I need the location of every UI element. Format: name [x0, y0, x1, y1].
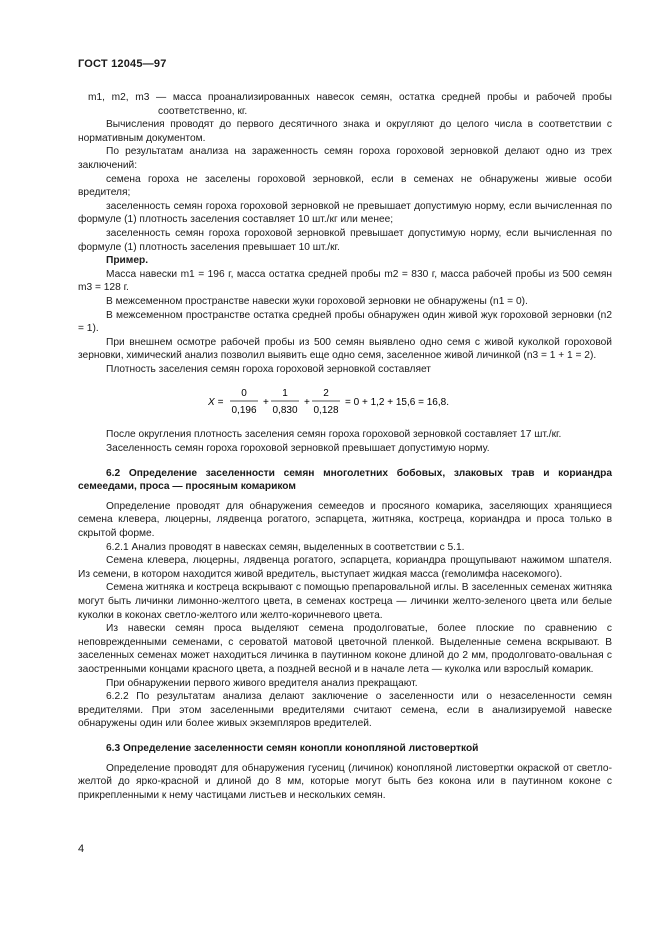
formula-den-3: 0,128	[313, 405, 339, 417]
example-paragraph: При внешнем осмотре рабочей пробы из 500 семян выявлено одно семя с живой куколкой гороховой зерновки, химический анализ позволил выявить еще одно семя, заселенное живой личинкой (n3 = 1 + 1 = 2).	[78, 336, 612, 362]
example-paragraph: В межсеменном пространстве остатка средней пробы обнаружен один живой жук гороховой зерновки (n2 = 1).	[78, 309, 612, 335]
density-formula	[208, 384, 612, 418]
document-body	[78, 91, 612, 802]
example-paragraph: После округления плотность заселения семян гороха гороховой зерновкой составляет 17 шт./кг.	[106, 429, 562, 441]
legend-line	[78, 91, 612, 118]
paragraph: заселенность семян гороха гороховой зерновкой превышает допустимую норму, если вычисленная по формуле (1) плотность заселения превышает 10 шт./кг.	[78, 227, 612, 253]
formula-num-3: 2	[323, 388, 329, 400]
plus-sign: +	[263, 397, 269, 409]
example-paragraph: Плотность заселения семян гороха гороховой зерновкой составляет	[106, 363, 431, 375]
section-heading-6-3: 6.3 Определение заселенности семян конопли конопляной листоверткой	[106, 742, 479, 754]
plus-sign: +	[304, 397, 310, 409]
paragraph: семена гороха не заселены гороховой зерновкой, если в семенах не обнаружены живые особи вредителя;	[78, 173, 612, 199]
doc-header: ГОСТ 12045—97	[78, 58, 167, 70]
page-number: 4	[78, 843, 85, 855]
paragraph: По результатам анализа на зараженность семян гороха гороховой зерновкой делают одно из трех заключений:	[78, 146, 612, 171]
paragraph: 6.2.2 По результатам анализа делают заключение о заселенности или о незаселенности семян вредителями. При этом заселенными вредителями считают семена, если в анализируемой навеске обнаружены один или более живых экземпляров вредителей.	[78, 691, 612, 730]
paragraph: Вычисления проводят до первого десятичного знака и округляют до целого числа в соответствии с нормативным документом.	[78, 119, 612, 144]
legend-symbols: m1, m2, m3 —	[88, 92, 167, 103]
paragraph: 6.2.1 Анализ проводят в навесках семян, выделенных в соответствии с 5.1.	[106, 541, 465, 553]
formula-num-2: 1	[282, 388, 288, 400]
formula-svg	[208, 384, 468, 418]
formula-den-2: 0,830	[272, 405, 298, 417]
paragraph: заселенность семян гороха гороховой зерновкой не превышает допустимую норму, если вычисленная по формуле (1) плотность заселения составляет 10 шт./кг или менее;	[78, 200, 612, 226]
legend-text: масса проанализированных навесок семян, остатка средней пробы и рабочей пробы соответственно, кг.	[158, 92, 613, 117]
paragraph: Из навески семян проса выделяют семена продолговатые, более плоские по сравнению с неповрежденными семенами, с сероватой матовой цветочной пленкой. Выделенные семена вскрывают. В заселенных семенах может находиться личинка в паутинном коконе длиной до 2 мм, продолговато-овальная с заостренными концами красного цвета, а поздней весной и в начале лета — куколка или взрослый комарик.	[78, 623, 612, 675]
section-heading-6-2: 6.2 Определение заселенности семян многолетних бобовых, злаковых трав и кориандра семеедами, проса — просяным комариком	[78, 467, 612, 493]
formula-lhs: X =	[208, 397, 224, 409]
paragraph: Семена житняка и кострeца вскрывают с помощью препаровальной иглы. В заселенных семенах житняка могут быть личинки лимонно-желтого цвета, в семенах кострeца — личинки желто-зеленого цвета или белые куколки в коконах светло-желтого или желто-коричневого цвета.	[78, 582, 612, 621]
paragraph: Определение проводят для обнаружения семеедов и просяного комарика, заселяющих хранящиеся семена клевера, люцерны, лядвенца рогатого, эспарцета, житняка, кострeца, кориандра и проса только в скрытой форме.	[78, 500, 612, 540]
paragraph: При обнаружении первого живого вредителя анализ прекращают.	[106, 677, 418, 689]
formula-den-1: 0,196	[231, 405, 257, 417]
formula-num-1: 0	[241, 388, 247, 400]
paragraph: Семена клевера, люцерны, лядвенца рогатого, эспарцета, кориандра прощупывают нажимом шпателя. Из семени, в котором находится живой вредитель, выступает жидкая масса (гемолимфа насекомого).	[78, 555, 612, 580]
paragraph: Определение проводят для обнаружения гусениц (личинок) конопляной листовертки окраской от светло-желтой до ярко-красной и длиной до 8 мм, которые могут быть без кокона или в паутинном коконе с прикрепленными к нему частицами листьев и нескольких семян.	[78, 762, 612, 801]
formula-rhs: = 0 + 1,2 + 15,6 = 16,8.	[345, 397, 449, 409]
example-paragraph: Масса навески m1 = 196 г, масса остатка средней пробы m2 = 830 г, масса рабочей пробы из 500 семян m3 = 128 г.	[78, 268, 612, 294]
example-title: Пример.	[106, 255, 149, 267]
example-paragraph: Заселенность семян гороха гороховой зерновкой превышает допустимую норму.	[106, 443, 490, 455]
example-paragraph: В межсеменном пространстве навески жуки гороховой зерновки не обнаружены (n1 = 0).	[106, 295, 528, 307]
